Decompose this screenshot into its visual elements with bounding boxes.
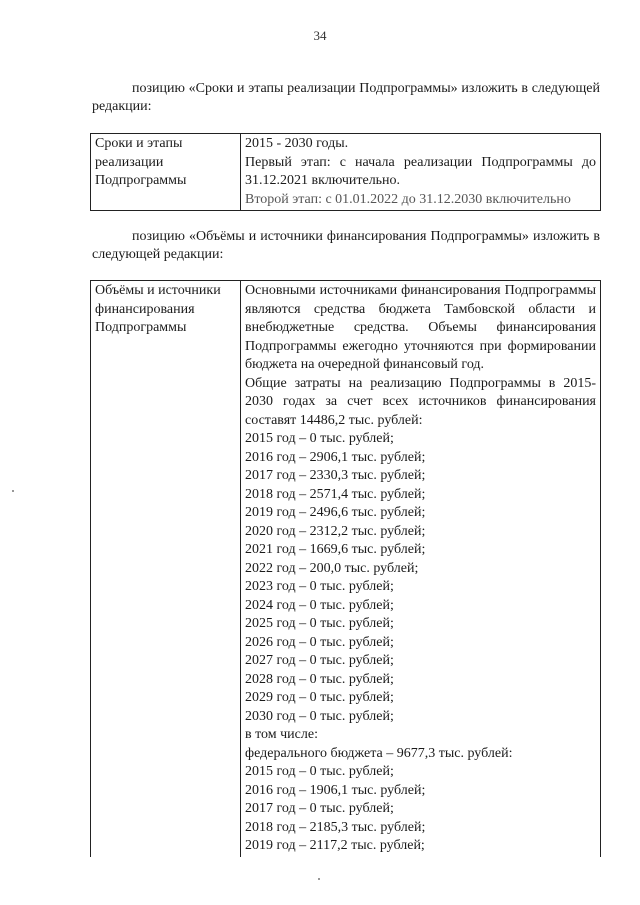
timeline-line: 2015 - 2030 годы. <box>245 136 349 151</box>
table-row <box>91 134 601 211</box>
year-line: 2022 год – 200,0 тыс. рублей; <box>245 560 419 576</box>
paragraph-timeline-intro <box>92 80 600 116</box>
year-line: 2016 год – 2906,1 тыс. рублей; <box>245 449 426 465</box>
timeline-line: Первый этап: с начала реализации Подпрограммы до 31.12.2021 включительно. <box>245 154 596 188</box>
year-line: 2017 год – 2330,3 тыс. рублей; <box>245 468 426 483</box>
federal-budget-line: федерального бюджета – 9677,3 тыс. рублей: <box>245 745 513 761</box>
year-line: 2029 год – 0 тыс. рублей; <box>245 690 394 705</box>
federal-year-line: 2015 год – 0 тыс. рублей; <box>245 764 394 779</box>
funding-value-cell <box>241 281 601 857</box>
funding-total-text: Общие затраты на реализацию Подпрограммы в 2015-2030 годах за счет всех источников финансирования составят 14486,2 тыс. рублей: <box>245 375 596 428</box>
in-total-label: в том числе: <box>245 727 318 742</box>
year-line: 2015 год – 0 тыс. рублей; <box>245 431 394 446</box>
year-line: 2018 год – 2571,4 тыс. рублей; <box>245 486 426 502</box>
year-line: 2020 год – 2312,2 тыс. рублей; <box>245 523 426 539</box>
scan-speck <box>318 878 320 880</box>
funding-label-cell: Объёмы и источники финансирования Подпрограммы <box>91 281 241 857</box>
paragraph-funding-intro <box>92 228 600 264</box>
year-line: 2026 год – 0 тыс. рублей; <box>245 634 394 650</box>
timeline-table <box>90 133 601 211</box>
paragraph-timeline-text: позицию «Сроки и этапы реализации Подпрограммы» изложить в следующей редакции: <box>92 81 600 114</box>
year-line: 2027 год – 0 тыс. рублей; <box>245 653 394 668</box>
year-line: 2019 год – 2496,6 тыс. рублей; <box>245 505 426 520</box>
page-number: 34 <box>313 28 327 43</box>
table-row <box>91 281 601 857</box>
year-line: 2023 год – 0 тыс. рублей; <box>245 579 394 594</box>
timeline-line: Второй этап: с 01.01.2022 до 31.12.2030 включительно <box>245 191 571 207</box>
funding-intro-text: Основными источниками финансирования Подпрограммы являются средства бюджета Тамбовской области и внебюджетные средства. Объемы финансирования Подпрограммы ежегодно уточняются при формировании бюджета на очередной финансовый год. <box>245 283 596 372</box>
year-line: 2028 год – 0 тыс. рублей; <box>245 671 394 687</box>
funding-table <box>90 280 601 857</box>
federal-year-line: 2018 год – 2185,3 тыс. рублей; <box>245 819 426 835</box>
scan-speck <box>12 490 14 492</box>
year-line: 2025 год – 0 тыс. рублей; <box>245 616 394 631</box>
year-line: 2030 год – 0 тыс. рублей; <box>245 708 394 724</box>
year-line: 2024 год – 0 тыс. рублей; <box>245 597 394 613</box>
federal-year-line: 2017 год – 0 тыс. рублей; <box>245 801 394 816</box>
year-line: 2021 год – 1669,6 тыс. рублей; <box>245 542 426 557</box>
paragraph-funding-text: позицию «Объёмы и источники финансирования Подпрограммы» изложить в следующей редакции: <box>92 229 600 262</box>
federal-year-line: 2016 год – 1906,1 тыс. рублей; <box>245 782 426 798</box>
timeline-label-cell: Сроки и этапы реализации Подпрограммы <box>91 134 241 211</box>
timeline-value-cell <box>241 134 601 211</box>
federal-year-line: 2019 год – 2117,2 тыс. рублей; <box>245 838 425 853</box>
